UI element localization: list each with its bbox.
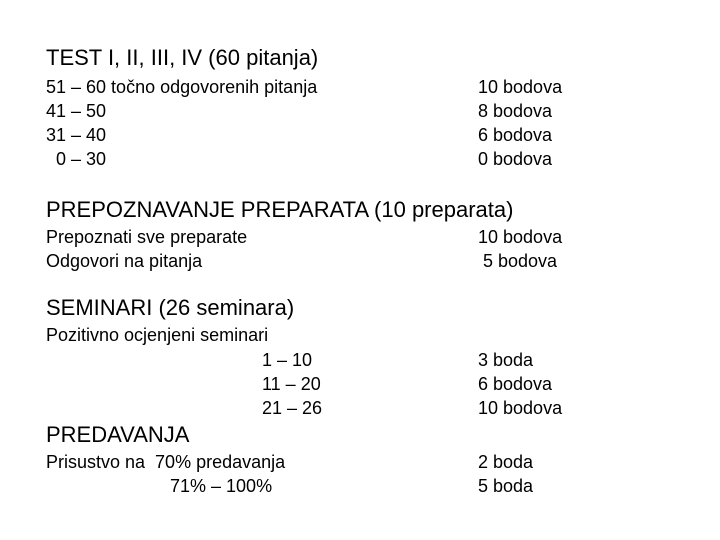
prepoznavanje-heading: PREPOZNAVANJE PREPARATA (10 preparata) — [46, 197, 514, 222]
seminari-range-1: 1 – 10 — [262, 350, 313, 370]
predavanja-label-1: Prisustvo na 70% predavanja — [46, 452, 286, 472]
predavanja-heading: PREDAVANJA — [46, 422, 190, 447]
prepoznavanje-points-2: 5 bodova — [478, 251, 558, 271]
test-points-1: 10 bodova — [478, 77, 563, 97]
test-points-3: 6 bodova — [478, 125, 553, 145]
prepoznavanje-label-2: Odgovori na pitanja — [46, 251, 203, 271]
test-range-3: 31 – 40 — [46, 125, 107, 145]
seminari-range-2: 11 – 20 — [262, 374, 321, 394]
seminari-points-2: 6 bodova — [478, 374, 553, 394]
test-points-2: 8 bodova — [478, 101, 553, 121]
seminari-subtitle: Pozitivno ocjenjeni seminari — [46, 325, 269, 345]
seminari-points-3: 10 bodova — [478, 398, 563, 418]
predavanja-points-1: 2 boda — [478, 452, 534, 472]
prepoznavanje-points-1: 10 bodova — [478, 227, 563, 247]
seminari-heading: SEMINARI (26 seminara) — [46, 295, 295, 320]
test-points-4: 0 bodova — [478, 149, 553, 169]
predavanja-label-2: 71% – 100% — [170, 476, 273, 496]
test-range-2: 41 – 50 — [46, 101, 107, 121]
test-range-1: 51 – 60 točno odgovorenih pitanja — [46, 77, 318, 97]
seminari-points-1: 3 boda — [478, 350, 534, 370]
test-range-4: 0 – 30 — [46, 149, 107, 169]
test-heading: TEST I, II, III, IV (60 pitanja) — [46, 45, 319, 70]
predavanja-points-2: 5 boda — [478, 476, 534, 496]
seminari-range-3: 21 – 26 — [262, 398, 323, 418]
prepoznavanje-label-1: Prepoznati sve preparate — [46, 227, 248, 247]
